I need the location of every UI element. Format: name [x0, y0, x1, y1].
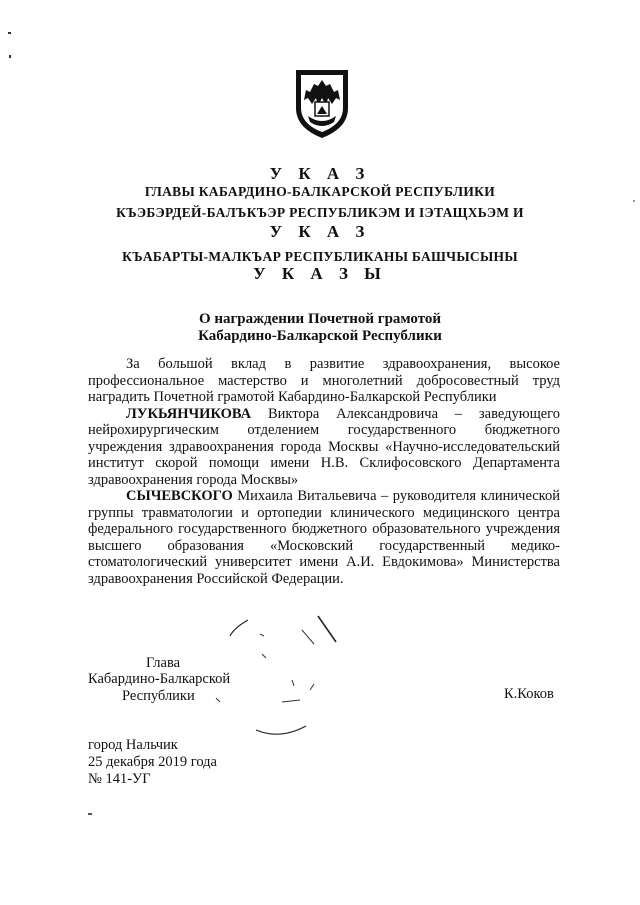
issuer-line-balkar: КЪАБАРТЫ-МАЛКЪАР РЕСПУБЛИКАНЫ БАШЧЫСЫНЫ	[122, 249, 518, 264]
decree-title-3: У К А З Ы	[253, 264, 387, 283]
signatory-title-line-2: Кабардино-Балкарской	[88, 671, 231, 687]
awardee-surname-2: СЫЧЕВСКОГО	[126, 488, 233, 504]
issuer-line-kabardian: КЪЭБЭРДЕЙ-БАЛЪКЪЭР РЕСПУБЛИКЭМ И IЭТАЩХЬЭМ И	[116, 205, 524, 220]
intro-paragraph: За большой вклад в развитие здравоохранения, высокое профессиональное мастерство и многолетний добросовестный труд наградить Почетной грамотой Кабардино-Балкарской Республики	[88, 356, 560, 405]
issue-date: 25 декабря 2019 года	[88, 754, 217, 770]
decree-title-1: У К А З	[269, 164, 371, 183]
awardee-details-1: Виктора Александровича – заведующего нейрохирургическим отделением государственного бюджетного учреждения здравоохранения города Москвы «Научно-исследовательский институт скорой помощи имени Н.В. Склифосовского Департамента здравоохранения города Москвы»	[88, 405, 561, 488]
signatory-title-line-3: Республики	[122, 688, 195, 704]
decree-number: № 141-УГ	[88, 771, 151, 787]
issue-city: город Нальчик	[88, 737, 178, 753]
subject-line-1: О награждении Почетной грамотой	[198, 311, 442, 327]
signatory-title-line-1: Глава	[146, 655, 181, 671]
awardee-surname-1: ЛУКЬЯНЧИКОВА	[126, 405, 252, 422]
awardee-details-2: Михаила Витальевича – руководителя клинической группы травматологии и ортопедии клинического медицинского центра федерального государственного бюджетного образовательного учреждения высшего образования «Московский государственный медико-стоматологический университет имени А.И. Евдокимова» Министерства здравоохранения Российской Федерации.	[88, 488, 561, 587]
signatory-name: К.Коков	[504, 686, 554, 702]
issuer-line-russian: ГЛАВЫ КАБАРДИНО-БАЛКАРСКОЙ РЕСПУБЛИКИ	[144, 184, 496, 199]
subject-line-2: Кабардино-Балкарской Республики	[198, 328, 442, 344]
decree-title-2: У К А З	[269, 222, 371, 241]
